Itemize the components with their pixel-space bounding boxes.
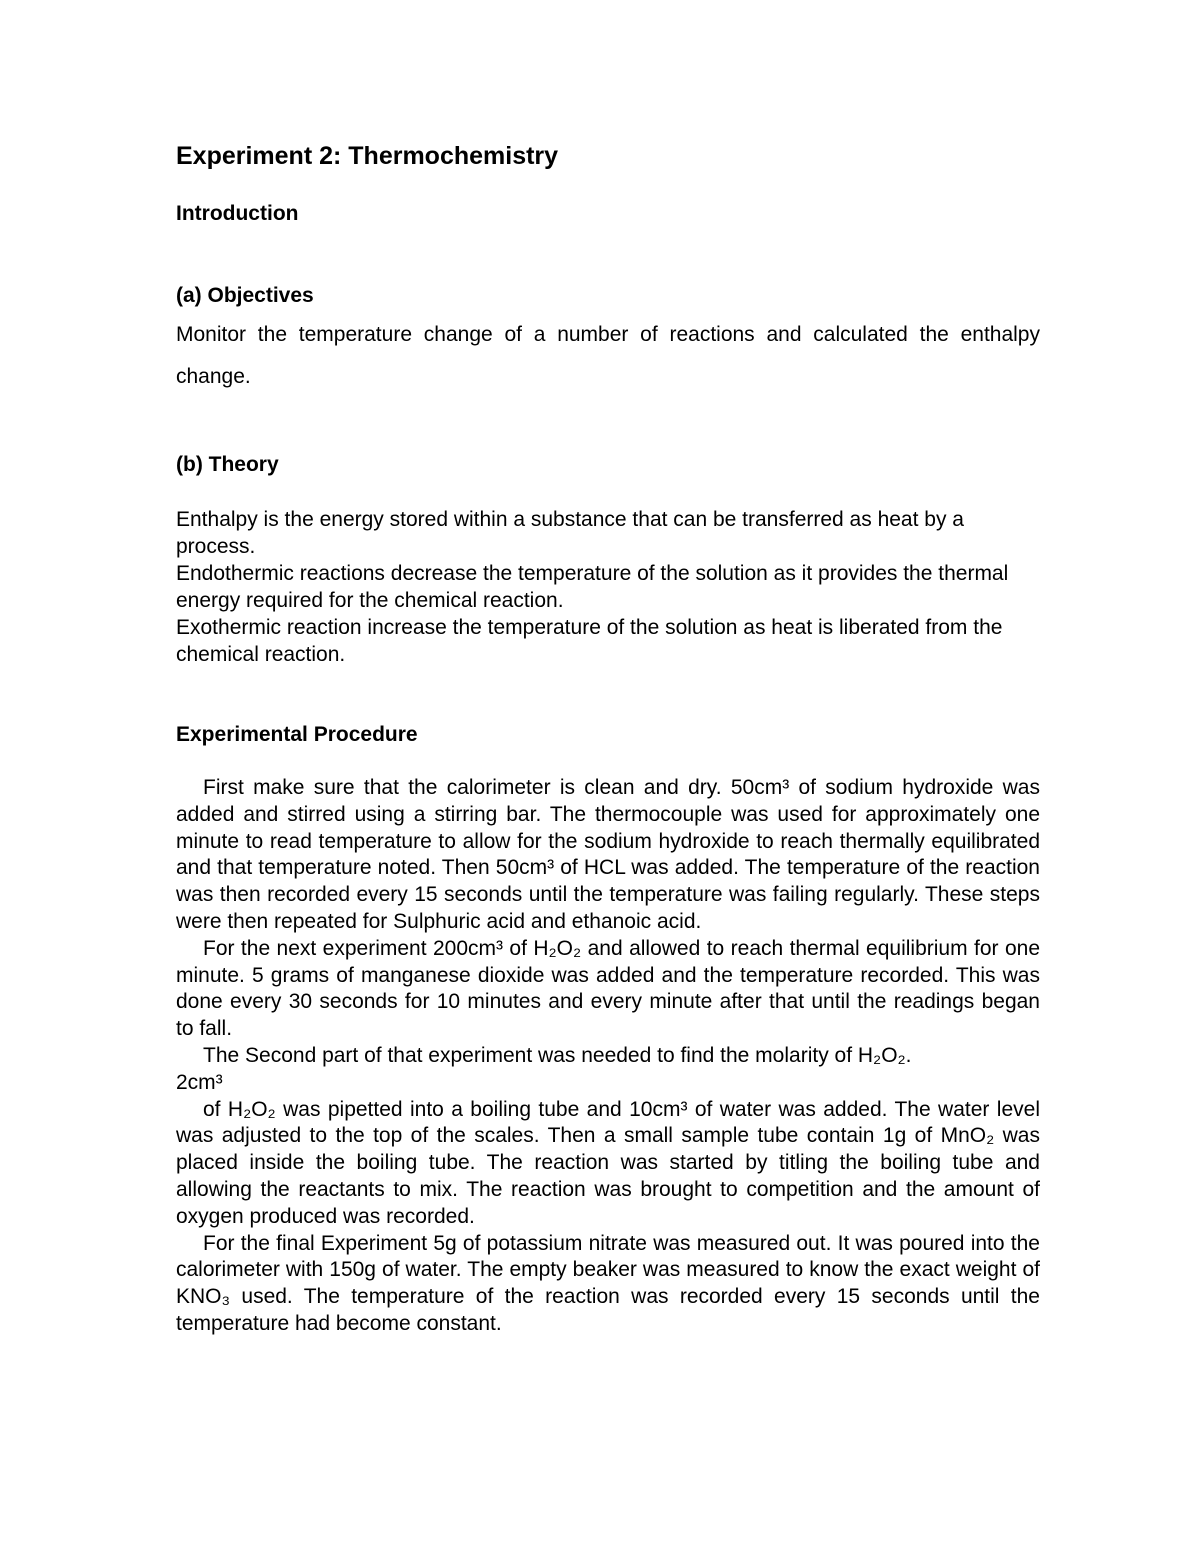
objectives-text: Monitor the temperature change of a number of reactions and calculated the enthalpy change.: [176, 323, 1040, 388]
theory-paragraph: Exothermic reaction increase the temperature of the solution as heat is liberated from the chemical reaction.: [176, 616, 1003, 666]
procedure-paragraph: For the next experiment 200cm³ of H₂O₂ and allowed to reach thermal equilibrium for one minute. 5 grams of manganese dioxide was added and the temperature recorded. This was done every 30 seconds for 10 minutes and every minute after that until the readings began to fall.: [176, 936, 1040, 1041]
document-page: [176, 140, 1040, 1338]
procedure-paragraph: 2cm³: [176, 1070, 223, 1094]
theory-paragraph: Enthalpy is the energy stored within a substance that can be transferred as heat by a process.: [176, 508, 964, 558]
theory-heading: (b) Theory: [176, 453, 279, 476]
procedure-heading: Experimental Procedure: [176, 723, 418, 746]
procedure-section: [176, 775, 1040, 1338]
procedure-paragraph: of H₂O₂ was pipetted into a boiling tube and 10cm³ of water was added. The water level was adjusted to the top of the scales. Then a small sample tube contain 1g of MnO₂ was placed inside the boiling tube. The reaction was started by titling the boiling tube and allowing the reactants to mix. The reaction was brought to competition and the amount of oxygen produced was recorded.: [176, 1097, 1040, 1228]
theory-section: [176, 506, 1040, 668]
document-title: Experiment 2: Thermochemistry: [176, 142, 559, 170]
procedure-paragraph: First make sure that the calorimeter is clean and dry. 50cm³ of sodium hydroxide was added and stirred using a stirring bar. The thermocouple was used for approximately one minute to read temperature to allow for the sodium hydroxide to reach thermally equilibrated and that temperature noted. Then 50cm³ of HCL was added. The temperature of the reaction was then recorded every 15 seconds until the temperature was failing regularly. These steps were then repeated for Sulphuric acid and ethanoic acid.: [176, 776, 1040, 933]
procedure-paragraph: For the final Experiment 5g of potassium nitrate was measured out. It was poured into the calorimeter with 150g of water. The empty beaker was measured to know the exact weight of KNO₃ used. The temperature of the reaction was recorded every 15 seconds until the temperature had become constant.: [176, 1231, 1040, 1335]
theory-paragraph: Endothermic reactions decrease the temperature of the solution as it provides the thermal energy required for the chemical reaction.: [176, 562, 1009, 612]
objectives-heading: (a) Objectives: [176, 284, 314, 307]
procedure-paragraph: The Second part of that experiment was needed to find the molarity of H₂O₂.: [203, 1043, 912, 1067]
introduction-heading: Introduction: [176, 202, 299, 225]
